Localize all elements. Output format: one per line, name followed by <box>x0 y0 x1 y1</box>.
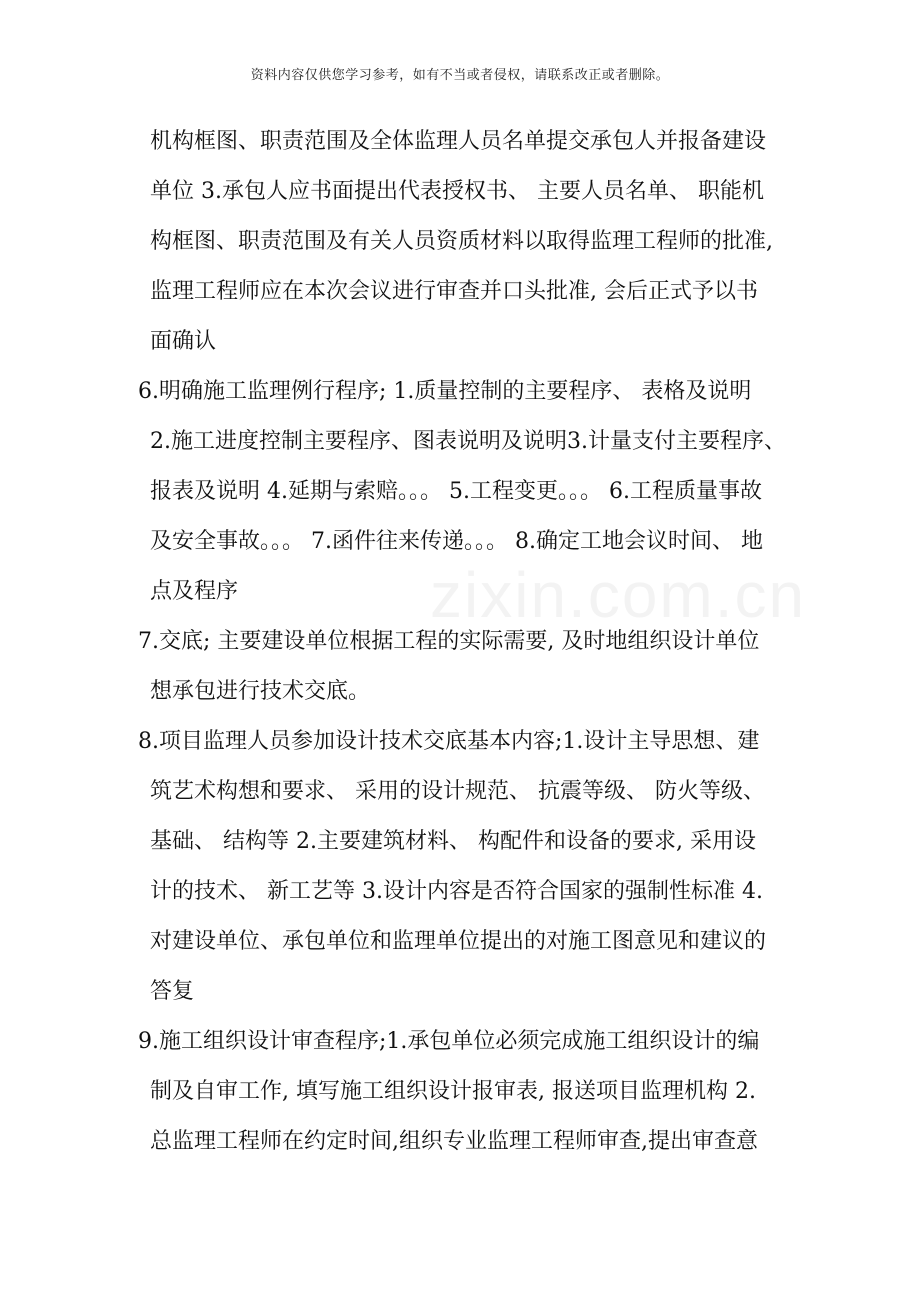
body-line: 面确认 <box>150 329 217 354</box>
body-line: 构框图、职责范围及有关人员资质材料以取得监理工程师的批准, <box>150 229 773 254</box>
body-line: 制及自审工作, 填写施工组织设计报审表, 报送项目监理机构 2. <box>150 1079 756 1104</box>
body-line-numbered: 8.项目监理人员参加设计技术交底基本内容;1.设计主导思想、建 <box>138 729 760 754</box>
body-line: 计的技术、 新工艺等 3.设计内容是否符合国家的强制性标准 4. <box>150 879 763 904</box>
body-line-numbered: 6.明确施工监理例行程序; 1.质量控制的主要程序、 表格及说明 <box>138 379 752 404</box>
body-line: 及安全事故。。。 7.函件往来传递。。。 8.确定工地会议时间、 地 <box>150 529 763 554</box>
watermark: zixin.com.cn <box>430 559 807 631</box>
body-line: 监理工程师应在本次会议进行审查并口头批准, 会后正式予以书 <box>150 279 758 304</box>
body-line: 基础、 结构等 2.主要建筑材料、 构配件和设备的要求, 采用设 <box>150 829 756 854</box>
body-line: 单位 3.承包人应书面提出代表授权书、 主要人员名单、 职能机 <box>150 179 764 204</box>
body-line: 点及程序 <box>150 579 239 604</box>
body-line: 想承包进行技术交底。 <box>150 679 371 704</box>
page-header-disclaimer: 资料内容仅供您学习参考，如有不当或者侵权，请联系改正或者删除。 <box>250 68 670 83</box>
body-line: 总监理工程师在约定时间,组织专业监理工程师审查,提出审查意 <box>150 1129 758 1154</box>
body-line: 报表及说明 4.延期与索赔。。。 5.工程变更。。。 6.工程质量事故 <box>150 479 762 504</box>
body-line: 机构框图、职责范围及全体监理人员名单提交承包人并报备建设 <box>150 129 767 154</box>
body-line: 对建设单位、承包单位和监理单位提出的对施工图意见和建议的 <box>150 929 767 954</box>
body-line-numbered: 9.施工组织设计审查程序;1.承包单位必须完成施工组织设计的编 <box>138 1029 760 1054</box>
body-line: 2.施工进度控制主要程序、图表说明及说明3.计量支付主要程序、 <box>150 429 786 454</box>
body-line: 筑艺术构想和要求、 采用的设计规范、 抗震等级、 防火等级、 <box>150 779 765 804</box>
body-line-numbered: 7.交底; 主要建设单位根据工程的实际需要, 及时地组织设计单位 <box>138 629 760 654</box>
body-line: 答复 <box>150 979 195 1004</box>
